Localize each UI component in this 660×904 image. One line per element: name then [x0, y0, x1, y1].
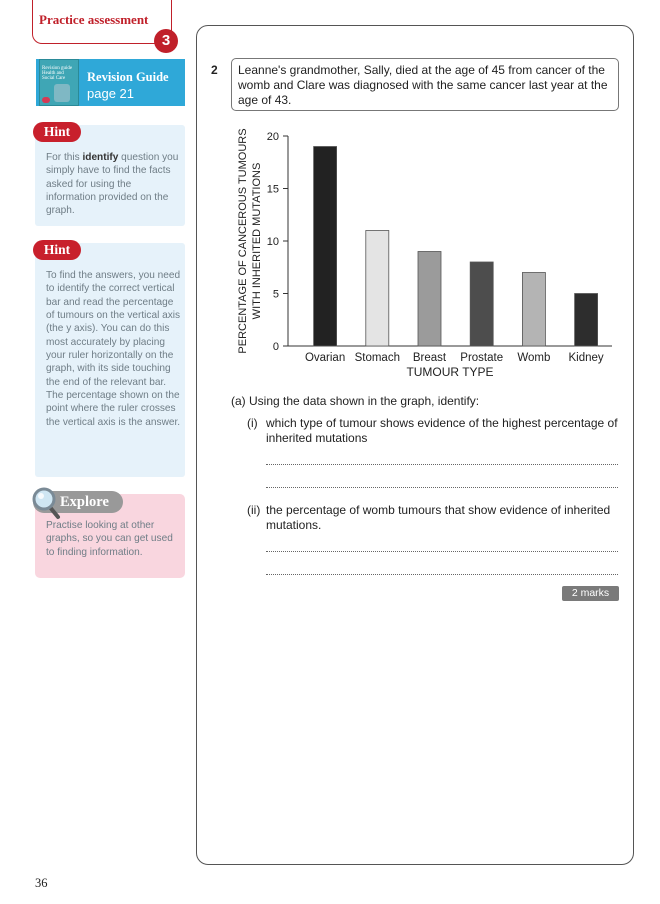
explore-box: [35, 494, 185, 578]
hint-box-2: [35, 243, 185, 477]
answer-line[interactable]: [266, 487, 618, 488]
part-ii-label: (ii): [247, 503, 261, 517]
magnifier-icon: [31, 486, 61, 520]
y-tick-label: 15: [266, 183, 279, 196]
y-tick-label: 10: [266, 236, 279, 248]
x-category-label: Prostate: [460, 352, 504, 364]
part-ii-text: the percentage of womb tumours that show evidence of inherited mutations.: [266, 503, 611, 533]
answer-line[interactable]: [266, 574, 618, 575]
x-category-label: Womb: [517, 352, 551, 364]
part-i-text: which type of tumour shows evidence of the highest percentage of inherited mutations: [266, 416, 618, 446]
hint-text-2: To find the answers, you need to identify the correct vertical bar and read the percentage of tumours on the vertical axis (the y axis). You can do this most accurately by placing your ruler horizontally on the graph, with its side touching the end of the relevant bar. The percentage shown on the point where the ruler crosses the vertical axis is the answer.: [46, 270, 181, 428]
explore-text: Practise looking at other graphs, so you can get used to finding information.: [46, 520, 173, 558]
hint-box-1: [35, 125, 185, 226]
question-number: 2: [211, 63, 218, 77]
answer-line[interactable]: [266, 551, 618, 552]
marks-badge: 2 marks: [562, 586, 619, 601]
practice-assessment-tab: [32, 0, 172, 44]
hint-text-1: For this identify question you simply have to find the facts asked for using the information provided on the graph.: [46, 152, 179, 217]
hint-label: Hint: [33, 122, 81, 142]
x-category-label: Kidney: [568, 352, 604, 364]
hint-label: Hint: [33, 240, 81, 260]
y-axis-label-line2: WITH INHERITED MUTATIONS: [251, 162, 263, 320]
question-stem: Leanne's grandmother, Sally, died at the age of 45 from cancer of the womb and Clare was diagnosed with the same cancer last year at the age of 43.: [231, 58, 619, 111]
x-axis-label: TUMOUR TYPE: [406, 365, 494, 379]
y-tick-label: 5: [272, 288, 279, 301]
explore-label: Explore: [33, 491, 123, 513]
answer-line[interactable]: [266, 464, 618, 465]
part-a-text: (a) Using the data shown in the graph, identify:: [231, 394, 480, 408]
x-category-label: Breast: [412, 352, 447, 364]
revision-guide-cover-text: Revision guide Health and Social Care: [42, 66, 73, 81]
y-tick-label: 20: [266, 131, 279, 143]
revision-guide-page: page 21: [87, 86, 134, 101]
x-category-label: Stomach: [354, 352, 400, 364]
y-axis-label-line1: PERCENTAGE OF CANCEROUS TUMOURS: [237, 128, 249, 354]
cover-illustration: [54, 84, 70, 102]
revision-guide-box: [36, 59, 185, 106]
x-category-label: Ovarian: [304, 352, 346, 364]
page-number: 36: [35, 876, 48, 890]
section-number-badge: 3: [154, 29, 178, 53]
section-title: Practice assessment: [39, 12, 149, 27]
revision-guide-cover-icon: [39, 59, 79, 106]
cover-logo: [42, 97, 50, 103]
revision-guide-title: Revision Guide: [87, 70, 169, 84]
part-i-label: (i): [247, 416, 258, 430]
y-tick-label: 0: [272, 341, 279, 353]
